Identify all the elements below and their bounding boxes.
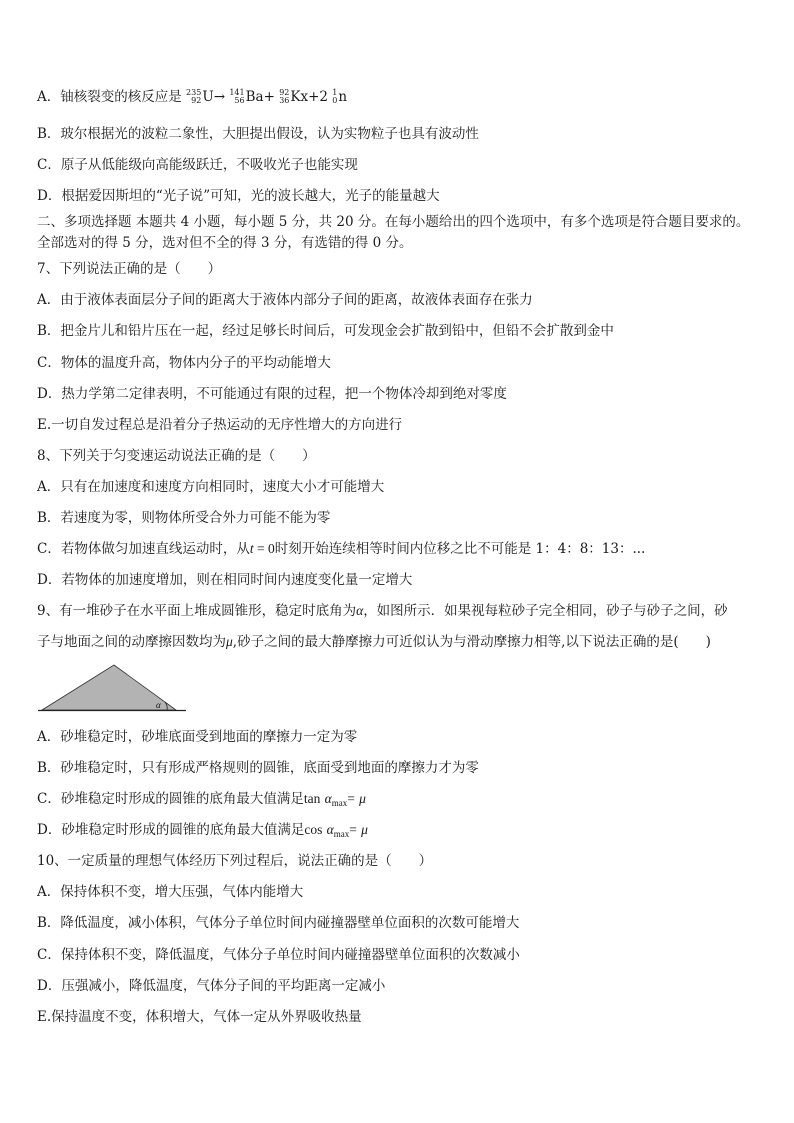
- cos-function: cos: [304, 822, 323, 837]
- stem-text: 子与地面之间的动摩擦因数均为: [37, 634, 226, 650]
- nuclide-symbol: n: [338, 89, 348, 105]
- q10-option-d: D．压强减小，降低温度，气体分子间的平均距离一定减小: [37, 978, 386, 994]
- q7-option-d: D．热力学第二定律表明，不可能通过有限的过程，把一个物体冷却到绝对零度: [37, 386, 507, 402]
- q8-option-a: A．只有在加速度和速度方向相同时，速度大小才可能增大: [37, 479, 385, 495]
- mu-symbol: μ: [361, 822, 368, 837]
- mu-symbol: μ: [226, 634, 233, 649]
- nuclide-n-numbers: 1 0: [332, 87, 338, 105]
- q6-option-c: C．原子从低能级向高能级跃迁，不吸收光子也能实现: [37, 157, 358, 173]
- q10-option-b: B．降低温度，减小体积，气体分子单位时间内碰撞器壁单位面积的次数可能增大: [37, 915, 520, 931]
- angle-label: α: [156, 700, 161, 710]
- q9-stem-line1: [37, 602, 728, 620]
- q7-option-b: B．把金片儿和铅片压在一起，经过足够长时间后，可发现金会扩散到铅中，但铅不会扩散到金中: [37, 323, 614, 339]
- nuclide-symbol: Kx+2: [290, 89, 328, 105]
- q7-option-a: A．由于液体表面层分子间的距离大于液体内部分子间的距离，故液体表面存在张力: [37, 292, 533, 308]
- q6-option-a: [37, 88, 347, 106]
- section-2-heading-line2: 全部选对的得 5 分，选对但不全的得 3 分，有选错的得 0 分。: [37, 235, 413, 251]
- q8-option-b: B．若速度为零，则物体所受合外力可能不能为零: [37, 510, 331, 526]
- equals-sign: =: [347, 791, 355, 806]
- variable-t: t: [249, 541, 254, 556]
- q9-option-c: [37, 790, 366, 812]
- alpha-symbol: α: [326, 822, 334, 837]
- nuclide-ba-numbers: 141 56: [229, 87, 245, 105]
- max-subscript: max: [333, 829, 350, 839]
- q9-stem-line2: [37, 633, 711, 651]
- option-text: A．铀核裂变的核反应是: [37, 89, 182, 105]
- sand-cone-figure: [38, 662, 188, 714]
- q8-option-d: D．若物体的加速度增加，则在相同时间内速度变化量一定增大: [37, 572, 413, 588]
- option-text: D．砂堆稳定时形成的圆锥的底角最大值满足: [37, 822, 305, 838]
- tan-function: tan: [303, 791, 321, 806]
- nuclide-kr-numbers: 92 36: [279, 87, 290, 105]
- nuclide-u-numbers: 235 92: [186, 87, 202, 105]
- option-text: C．砂堆稳定时形成的圆锥的底角最大值满足: [37, 791, 304, 807]
- q9-option-a: A．砂堆稳定时，砂堆底面受到地面的摩擦力一定为零: [37, 729, 358, 745]
- q10-option-e: E.保持温度不变，体积增大，气体一定从外界吸收热量: [37, 1009, 362, 1025]
- nuclide-symbol: U→: [202, 89, 226, 105]
- section-2-heading-line1: 二、多项选择题 本题共 4 小题，每小题 5 分，共 20 分。在每小题给出的四个选项中，有多个选项是符合题目要求的。: [37, 214, 750, 230]
- q6-option-b: B．玻尔根据光的波粒二象性，大胆提出假设，认为实物粒子也具有波动性: [37, 126, 479, 142]
- stem-text: ,砂子之间的最大静摩擦力可近似认为与滑动摩擦力相等,以下说法正确的是( ): [232, 634, 711, 650]
- max-subscript: max: [331, 798, 348, 808]
- alpha-symbol: α: [324, 791, 332, 806]
- q7-option-e: E.一切自发过程总是沿着分子热运动的无序性增大的方向进行: [37, 417, 403, 433]
- stem-text: 9、有一堆砂子在水平面上堆成圆锥形，稳定时底角为: [37, 603, 357, 619]
- q6-option-d: D．根据爱因斯坦的“光子说”可知，光的波长越大，光子的能量越大: [37, 188, 440, 204]
- stem-text: ，如图所示．如果视每粒砂子完全相同，砂子与砂子之间，砂: [363, 603, 728, 619]
- q9-option-b: B．砂堆稳定时，只有形成严格规则的圆锥，底面受到地面的摩擦力才为零: [37, 760, 479, 776]
- q10-option-a: A．保持体积不变，增大压强，气体内能增大: [37, 884, 304, 900]
- q10-option-c: C．保持体积不变，降低温度，气体分子单位时间内碰撞器壁单位面积的次数减小: [37, 947, 520, 963]
- equals-sign: =: [349, 822, 357, 837]
- option-text: 时刻开始连续相等时间内位移之比不可能是 1：4：8：13：...: [274, 541, 646, 557]
- q7-stem: 7、下列说法正确的是（ ）: [37, 261, 222, 277]
- q9-option-d: [37, 821, 368, 843]
- q10-stem: 10、一定质量的理想气体经历下列过程后，说法正确的是（ ）: [37, 853, 433, 869]
- q7-option-c: C．物体的温度升高，物体内分子的平均动能增大: [37, 355, 331, 371]
- alpha-symbol: α: [356, 603, 364, 618]
- mu-symbol: μ: [359, 791, 366, 806]
- option-text: C．若物体做匀加速直线运动时，从: [37, 541, 250, 557]
- q8-option-c: [37, 540, 645, 558]
- q8-stem: 8、下列关于匀变速运动说法正确的是（ ）: [37, 448, 316, 464]
- equals-zero: = 0: [253, 541, 275, 556]
- nuclide-symbol: Ba+: [245, 89, 275, 105]
